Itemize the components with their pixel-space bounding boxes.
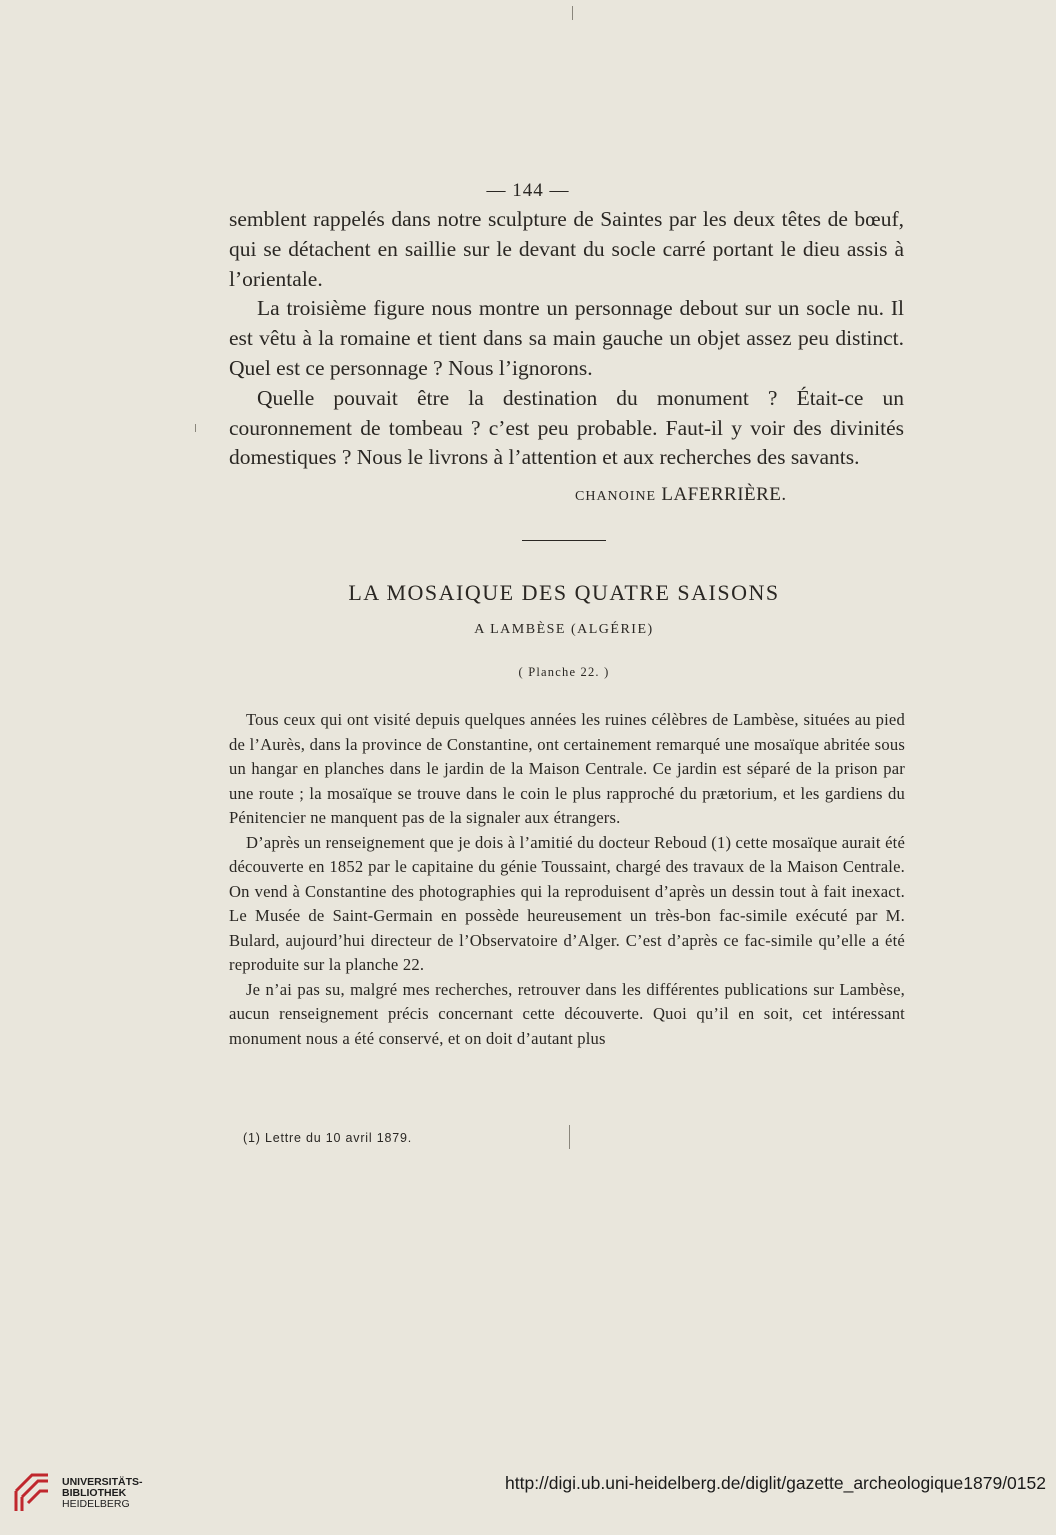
author-signature xyxy=(575,484,905,506)
plate-reference: ( Planche 22. ) xyxy=(518,665,610,679)
scan-mark xyxy=(569,1125,570,1149)
paragraph: Tous ceux qui ont visité depuis quelques années les ruines célèbres de Lambèse, situées au pied de l’Aurès, dans la province de Constantine, ont certainement remarqué une mosaïque abritée sous un hangar en planches dans le jardin de la Maison Centrale. Ce jardin est séparé de la prison par une route ; la mosaïque se trouve dans le coin le plus rapproché du prætorium, et les gardiens du Pénitencier ne manquent pas de la signaler aux étrangers. xyxy=(229,710,905,827)
page-number: — 144 — xyxy=(486,180,570,201)
library-name xyxy=(62,1477,143,1510)
library-name-line: HEIDELBERG xyxy=(62,1498,130,1510)
author-title: CHANOINE xyxy=(575,489,657,504)
previous-article-text xyxy=(229,205,904,473)
footnote: (1) Lettre du 10 avril 1879. xyxy=(243,1131,413,1145)
paragraph: La troisième figure nous montre un personnage debout sur un socle nu. Il est vêtu à la romaine et tient dans sa main gauche un objet assez peu distinct. Quel est ce personnage ? Nous l’ignorons. xyxy=(229,296,904,380)
paragraph: Je n’ai pas su, malgré mes recherches, retrouver dans les différentes publications sur Lambèse, aucun renseignement précis concernant cette découverte. Quoi qu’il en soit, cet intéressant monument nous a été conservé, et on doit d’autant plus xyxy=(229,979,905,1048)
author-name: LAFERRIÈRE. xyxy=(661,484,787,505)
article-title: LA MOSAIQUE DES QUATRE SAISONS xyxy=(348,580,780,605)
library-emblem-icon xyxy=(10,1467,54,1515)
paragraph: D’après un renseignement que je dois à l’amitié du docteur Reboud (1) cette mosaïque aurait été découverte en 1852 par le capitaine du génie Toussaint, chargé des travaux de la Maison Centrale. On vend à Constantine des photographies qui la reproduisent d’après un dessin tout à fait inexact. Le Musée de Saint-Germain en possède heureusement un très-bon fac-simile exécuté par M. Bulard, aujourd’hui directeur de l’Observatoire d’Alger. C’est d’après ce fac-simile qu’elle a été reproduite sur la planche 22. xyxy=(229,832,906,974)
library-name-line: BIBLIOTHEK xyxy=(62,1487,127,1499)
article-subtitle: A LAMBÈSE (ALGÉRIE) xyxy=(474,622,654,637)
paragraph: Quelle pouvait être la destination du monument ? Était-ce un couronnement de tombeau ? c’est peu probable. Faut-il y voir des divinités domestiques ? Nous le livrons à l’attention et aux recherches des savants. xyxy=(229,385,904,470)
source-url-link[interactable]: http://digi.ub.uni-heidelberg.de/diglit/gazette_archeologique1879/0152 xyxy=(505,1473,1046,1493)
section-divider xyxy=(522,540,606,541)
article-body xyxy=(229,708,905,1051)
scan-mark xyxy=(195,424,196,432)
library-name-line: UNIVERSITÄTS- xyxy=(62,1476,143,1488)
scan-mark xyxy=(572,6,573,20)
paragraph: semblent rappelés dans notre sculpture de Saintes par les deux têtes de bœuf, qui se détachent en saillie sur le devant du socle carré portant le dieu assis à l’orientale. xyxy=(229,207,904,291)
library-logo[interactable] xyxy=(10,1467,190,1523)
